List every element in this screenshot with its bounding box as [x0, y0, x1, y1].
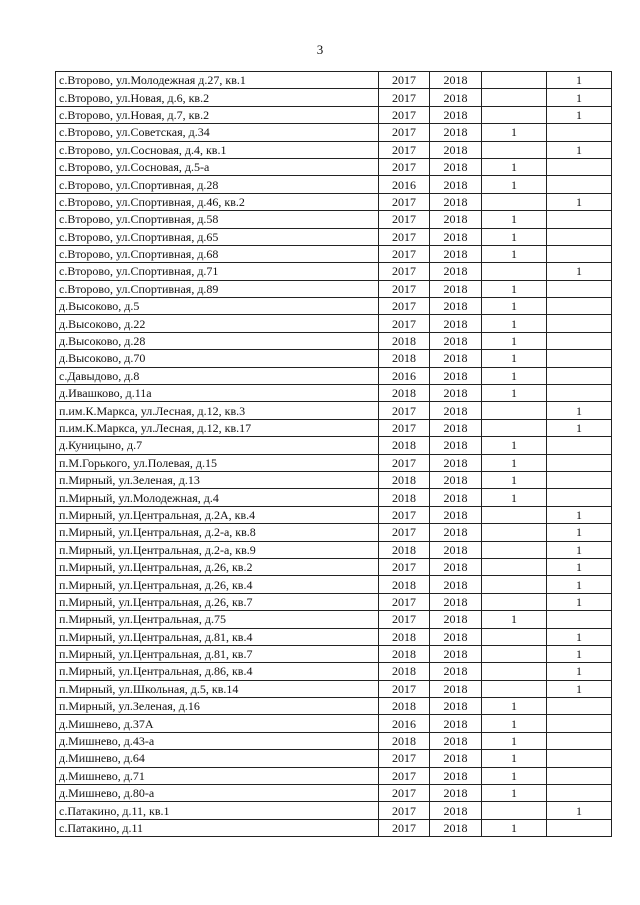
- cell-year1: 2017: [379, 819, 430, 836]
- cell-address: п.Мирный, ул.Зеленая, д.16: [56, 698, 379, 715]
- cell-year1: 2018: [379, 332, 430, 349]
- cell-c2: [547, 332, 612, 349]
- cell-c1: 1: [482, 437, 547, 454]
- cell-address: п.М.Горького, ул.Полевая, д.15: [56, 454, 379, 471]
- cell-year2: 2018: [430, 819, 482, 836]
- cell-year2: 2018: [430, 158, 482, 175]
- cell-year1: 2017: [379, 419, 430, 436]
- cell-year2: 2018: [430, 437, 482, 454]
- table-row: [56, 263, 612, 280]
- cell-year2: 2018: [430, 698, 482, 715]
- cell-c1: [482, 802, 547, 819]
- cell-address: п.Мирный, ул.Молодежная, д.4: [56, 489, 379, 506]
- cell-address: д.Куницыно, д.7: [56, 437, 379, 454]
- cell-c2: 1: [547, 89, 612, 106]
- cell-year1: 2017: [379, 524, 430, 541]
- cell-address: д.Высоково, д.70: [56, 350, 379, 367]
- table-row: [56, 489, 612, 506]
- cell-year1: 2017: [379, 611, 430, 628]
- cell-year1: 2017: [379, 141, 430, 158]
- cell-c2: [547, 315, 612, 332]
- cell-c2: [547, 732, 612, 749]
- cell-year1: 2017: [379, 72, 430, 89]
- cell-year1: 2017: [379, 593, 430, 610]
- cell-c2: [547, 819, 612, 836]
- cell-c2: 1: [547, 141, 612, 158]
- cell-year1: 2017: [379, 89, 430, 106]
- cell-address: п.Мирный, ул.Школьная, д.5, кв.14: [56, 680, 379, 697]
- cell-address: с.Второво, ул.Новая, д.7, кв.2: [56, 106, 379, 123]
- table-row: [56, 506, 612, 523]
- cell-year2: 2018: [430, 541, 482, 558]
- cell-year1: 2018: [379, 698, 430, 715]
- cell-c2: 1: [547, 402, 612, 419]
- cell-year1: 2016: [379, 715, 430, 732]
- cell-c1: 1: [482, 732, 547, 749]
- table-row: [56, 698, 612, 715]
- cell-c2: 1: [547, 506, 612, 523]
- cell-c2: 1: [547, 558, 612, 575]
- cell-c2: [547, 489, 612, 506]
- cell-year2: 2018: [430, 245, 482, 262]
- cell-c2: 1: [547, 593, 612, 610]
- cell-year1: 2017: [379, 680, 430, 697]
- cell-address: д.Мишнево, д.64: [56, 750, 379, 767]
- cell-c1: [482, 72, 547, 89]
- cell-c1: [482, 663, 547, 680]
- cell-address: д.Мишнево, д.37А: [56, 715, 379, 732]
- cell-year2: 2018: [430, 176, 482, 193]
- cell-c2: [547, 750, 612, 767]
- cell-address: с.Второво, ул.Спортивная, д.46, кв.2: [56, 193, 379, 210]
- cell-c2: 1: [547, 541, 612, 558]
- cell-year1: 2017: [379, 454, 430, 471]
- cell-c1: 1: [482, 785, 547, 802]
- cell-year2: 2018: [430, 193, 482, 210]
- cell-address: п.Мирный, ул.Центральная, д.26, кв.7: [56, 593, 379, 610]
- cell-address: д.Высоково, д.5: [56, 298, 379, 315]
- cell-year2: 2018: [430, 576, 482, 593]
- table-row: [56, 576, 612, 593]
- cell-c1: 1: [482, 489, 547, 506]
- cell-year2: 2018: [430, 680, 482, 697]
- cell-c1: [482, 645, 547, 662]
- cell-year1: 2017: [379, 245, 430, 262]
- cell-year1: 2017: [379, 106, 430, 123]
- cell-year1: 2018: [379, 732, 430, 749]
- cell-c1: [482, 593, 547, 610]
- cell-c1: 1: [482, 454, 547, 471]
- table-row: [56, 124, 612, 141]
- table-row: [56, 767, 612, 784]
- cell-address: п.Мирный, ул.Центральная, д.2-а, кв.8: [56, 524, 379, 541]
- table-row: [56, 385, 612, 402]
- cell-c1: [482, 89, 547, 106]
- page-number: 3: [316, 42, 324, 57]
- cell-c1: 1: [482, 228, 547, 245]
- cell-year2: 2018: [430, 802, 482, 819]
- cell-address: с.Второво, ул.Новая, д.6, кв.2: [56, 89, 379, 106]
- cell-c1: 1: [482, 350, 547, 367]
- cell-address: д.Мишнево, д.43-а: [56, 732, 379, 749]
- cell-year2: 2018: [430, 785, 482, 802]
- cell-c2: [547, 385, 612, 402]
- table-row: [56, 245, 612, 262]
- cell-c1: 1: [482, 158, 547, 175]
- cell-address: п.Мирный, ул.Центральная, д.86, кв.4: [56, 663, 379, 680]
- table-body: [56, 72, 612, 837]
- cell-c2: [547, 176, 612, 193]
- cell-c1: 1: [482, 715, 547, 732]
- cell-year2: 2018: [430, 558, 482, 575]
- cell-year1: 2017: [379, 315, 430, 332]
- table-row: [56, 72, 612, 89]
- cell-year1: 2017: [379, 158, 430, 175]
- cell-address: с.Давыдово, д.8: [56, 367, 379, 384]
- cell-c2: [547, 350, 612, 367]
- table-row: [56, 367, 612, 384]
- cell-address: п.Мирный, ул.Центральная, д.26, кв.4: [56, 576, 379, 593]
- cell-year2: 2018: [430, 506, 482, 523]
- cell-c2: [547, 298, 612, 315]
- table-row: [56, 402, 612, 419]
- table-row: [56, 211, 612, 228]
- cell-address: д.Мишнево, д.80-а: [56, 785, 379, 802]
- cell-address: с.Второво, ул.Спортивная, д.68: [56, 245, 379, 262]
- cell-address: д.Ивашково, д.11а: [56, 385, 379, 402]
- cell-c2: [547, 280, 612, 297]
- cell-c1: [482, 141, 547, 158]
- table-row: [56, 437, 612, 454]
- table-row: [56, 628, 612, 645]
- cell-c1: [482, 541, 547, 558]
- cell-year1: 2017: [379, 558, 430, 575]
- table-row: [56, 228, 612, 245]
- cell-c1: 1: [482, 385, 547, 402]
- cell-year2: 2018: [430, 454, 482, 471]
- cell-c1: 1: [482, 245, 547, 262]
- cell-c2: [547, 785, 612, 802]
- cell-year2: 2018: [430, 298, 482, 315]
- cell-address: п.Мирный, ул.Центральная, д.2-а, кв.9: [56, 541, 379, 558]
- cell-c1: [482, 193, 547, 210]
- cell-year2: 2018: [430, 367, 482, 384]
- cell-c1: 1: [482, 471, 547, 488]
- cell-year2: 2018: [430, 211, 482, 228]
- cell-c2: 1: [547, 576, 612, 593]
- cell-c1: [482, 106, 547, 123]
- cell-year1: 2017: [379, 228, 430, 245]
- cell-year2: 2018: [430, 280, 482, 297]
- table-row: [56, 541, 612, 558]
- cell-c1: [482, 506, 547, 523]
- cell-c2: [547, 437, 612, 454]
- cell-c2: [547, 471, 612, 488]
- cell-c1: 1: [482, 298, 547, 315]
- cell-c1: 1: [482, 698, 547, 715]
- cell-address: п.Мирный, ул.Центральная, д.81, кв.7: [56, 645, 379, 662]
- cell-year1: 2018: [379, 350, 430, 367]
- cell-year1: 2017: [379, 280, 430, 297]
- cell-year1: 2018: [379, 645, 430, 662]
- table-row: [56, 715, 612, 732]
- table-row: [56, 785, 612, 802]
- cell-year1: 2017: [379, 193, 430, 210]
- cell-year2: 2018: [430, 332, 482, 349]
- table-row: [56, 680, 612, 697]
- cell-c2: [547, 611, 612, 628]
- cell-c1: [482, 402, 547, 419]
- cell-year1: 2017: [379, 767, 430, 784]
- cell-c2: [547, 211, 612, 228]
- cell-c2: 1: [547, 802, 612, 819]
- cell-year1: 2017: [379, 785, 430, 802]
- cell-year2: 2018: [430, 611, 482, 628]
- cell-c2: 1: [547, 419, 612, 436]
- cell-c1: [482, 263, 547, 280]
- cell-year2: 2018: [430, 419, 482, 436]
- cell-year1: 2018: [379, 576, 430, 593]
- cell-address: с.Патакино, д.11: [56, 819, 379, 836]
- cell-c2: 1: [547, 193, 612, 210]
- table-row: [56, 750, 612, 767]
- cell-year2: 2018: [430, 645, 482, 662]
- table-row: [56, 89, 612, 106]
- table-row: [56, 819, 612, 836]
- cell-year2: 2018: [430, 124, 482, 141]
- table-row: [56, 593, 612, 610]
- cell-c1: 1: [482, 750, 547, 767]
- cell-year1: 2018: [379, 663, 430, 680]
- cell-c2: [547, 698, 612, 715]
- cell-c1: 1: [482, 211, 547, 228]
- cell-c2: [547, 767, 612, 784]
- table-row: [56, 732, 612, 749]
- cell-c1: 1: [482, 124, 547, 141]
- cell-c2: [547, 367, 612, 384]
- cell-c2: [547, 158, 612, 175]
- cell-c2: 1: [547, 72, 612, 89]
- cell-year2: 2018: [430, 593, 482, 610]
- cell-c2: [547, 124, 612, 141]
- cell-address: с.Второво, ул.Спортивная, д.28: [56, 176, 379, 193]
- cell-c1: [482, 524, 547, 541]
- cell-address: с.Второво, ул.Спортивная, д.65: [56, 228, 379, 245]
- table-row: [56, 193, 612, 210]
- cell-address: п.Мирный, ул.Зеленая, д.13: [56, 471, 379, 488]
- cell-year1: 2018: [379, 628, 430, 645]
- cell-c2: [547, 245, 612, 262]
- cell-year2: 2018: [430, 385, 482, 402]
- cell-year2: 2018: [430, 471, 482, 488]
- cell-year1: 2017: [379, 802, 430, 819]
- cell-address: с.Второво, ул.Спортивная, д.89: [56, 280, 379, 297]
- cell-year2: 2018: [430, 628, 482, 645]
- cell-address: с.Второво, ул.Сосновая, д.4, кв.1: [56, 141, 379, 158]
- cell-year1: 2018: [379, 541, 430, 558]
- table-row: [56, 558, 612, 575]
- cell-year2: 2018: [430, 72, 482, 89]
- cell-c1: 1: [482, 280, 547, 297]
- table-row: [56, 332, 612, 349]
- cell-address: д.Высоково, д.22: [56, 315, 379, 332]
- cell-year2: 2018: [430, 350, 482, 367]
- cell-address: д.Мишнево, д.71: [56, 767, 379, 784]
- table-row: [56, 315, 612, 332]
- cell-address: с.Второво, ул.Спортивная, д.71: [56, 263, 379, 280]
- cell-address: п.Мирный, ул.Центральная, д.2А, кв.4: [56, 506, 379, 523]
- cell-year2: 2018: [430, 89, 482, 106]
- cell-year2: 2018: [430, 106, 482, 123]
- cell-address: п.им.К.Маркса, ул.Лесная, д.12, кв.3: [56, 402, 379, 419]
- cell-c2: 1: [547, 524, 612, 541]
- housing-table: [55, 71, 612, 837]
- cell-c1: 1: [482, 767, 547, 784]
- cell-year1: 2017: [379, 263, 430, 280]
- cell-c2: [547, 715, 612, 732]
- cell-year1: 2018: [379, 437, 430, 454]
- cell-year1: 2018: [379, 385, 430, 402]
- cell-c1: 1: [482, 315, 547, 332]
- cell-c2: 1: [547, 263, 612, 280]
- table-row: [56, 176, 612, 193]
- table-row: [56, 419, 612, 436]
- cell-year2: 2018: [430, 732, 482, 749]
- cell-c1: 1: [482, 332, 547, 349]
- cell-year2: 2018: [430, 489, 482, 506]
- table-row: [56, 802, 612, 819]
- cell-year2: 2018: [430, 228, 482, 245]
- cell-year2: 2018: [430, 750, 482, 767]
- cell-address: с.Патакино, д.11, кв.1: [56, 802, 379, 819]
- cell-year1: 2017: [379, 750, 430, 767]
- cell-year2: 2018: [430, 402, 482, 419]
- cell-c1: 1: [482, 176, 547, 193]
- cell-year1: 2017: [379, 298, 430, 315]
- cell-c1: 1: [482, 819, 547, 836]
- cell-address: п.им.К.Маркса, ул.Лесная, д.12, кв.17: [56, 419, 379, 436]
- cell-c1: [482, 576, 547, 593]
- table-row: [56, 350, 612, 367]
- cell-year2: 2018: [430, 141, 482, 158]
- cell-c1: [482, 680, 547, 697]
- cell-year1: 2017: [379, 211, 430, 228]
- table-row: [56, 663, 612, 680]
- table-row: [56, 141, 612, 158]
- cell-address: с.Второво, ул.Советская, д.34: [56, 124, 379, 141]
- cell-c2: 1: [547, 628, 612, 645]
- cell-c2: 1: [547, 645, 612, 662]
- cell-year1: 2017: [379, 402, 430, 419]
- cell-year2: 2018: [430, 767, 482, 784]
- table-row: [56, 471, 612, 488]
- cell-c1: [482, 419, 547, 436]
- cell-address: с.Второво, ул.Спортивная, д.58: [56, 211, 379, 228]
- cell-year1: 2018: [379, 489, 430, 506]
- cell-c2: 1: [547, 680, 612, 697]
- cell-year1: 2017: [379, 506, 430, 523]
- table-row: [56, 524, 612, 541]
- cell-c2: [547, 228, 612, 245]
- cell-c2: [547, 454, 612, 471]
- cell-address: п.Мирный, ул.Центральная, д.26, кв.2: [56, 558, 379, 575]
- cell-year1: 2018: [379, 471, 430, 488]
- cell-year2: 2018: [430, 524, 482, 541]
- cell-year1: 2016: [379, 367, 430, 384]
- table-row: [56, 106, 612, 123]
- cell-address: д.Высоково, д.28: [56, 332, 379, 349]
- cell-c1: [482, 558, 547, 575]
- cell-year2: 2018: [430, 715, 482, 732]
- cell-year2: 2018: [430, 663, 482, 680]
- cell-address: с.Второво, ул.Сосновая, д.5-а: [56, 158, 379, 175]
- table-row: [56, 611, 612, 628]
- table-row: [56, 454, 612, 471]
- table-row: [56, 158, 612, 175]
- cell-year1: 2016: [379, 176, 430, 193]
- cell-c2: 1: [547, 663, 612, 680]
- table-row: [56, 280, 612, 297]
- cell-year2: 2018: [430, 315, 482, 332]
- cell-address: с.Второво, ул.Молодежная д.27, кв.1: [56, 72, 379, 89]
- cell-c1: [482, 628, 547, 645]
- table-row: [56, 645, 612, 662]
- cell-year2: 2018: [430, 263, 482, 280]
- cell-c1: 1: [482, 611, 547, 628]
- table-row: [56, 298, 612, 315]
- cell-address: п.Мирный, ул.Центральная, д.81, кв.4: [56, 628, 379, 645]
- cell-c2: 1: [547, 106, 612, 123]
- cell-c1: 1: [482, 367, 547, 384]
- cell-address: п.Мирный, ул.Центральная, д.75: [56, 611, 379, 628]
- cell-year1: 2017: [379, 124, 430, 141]
